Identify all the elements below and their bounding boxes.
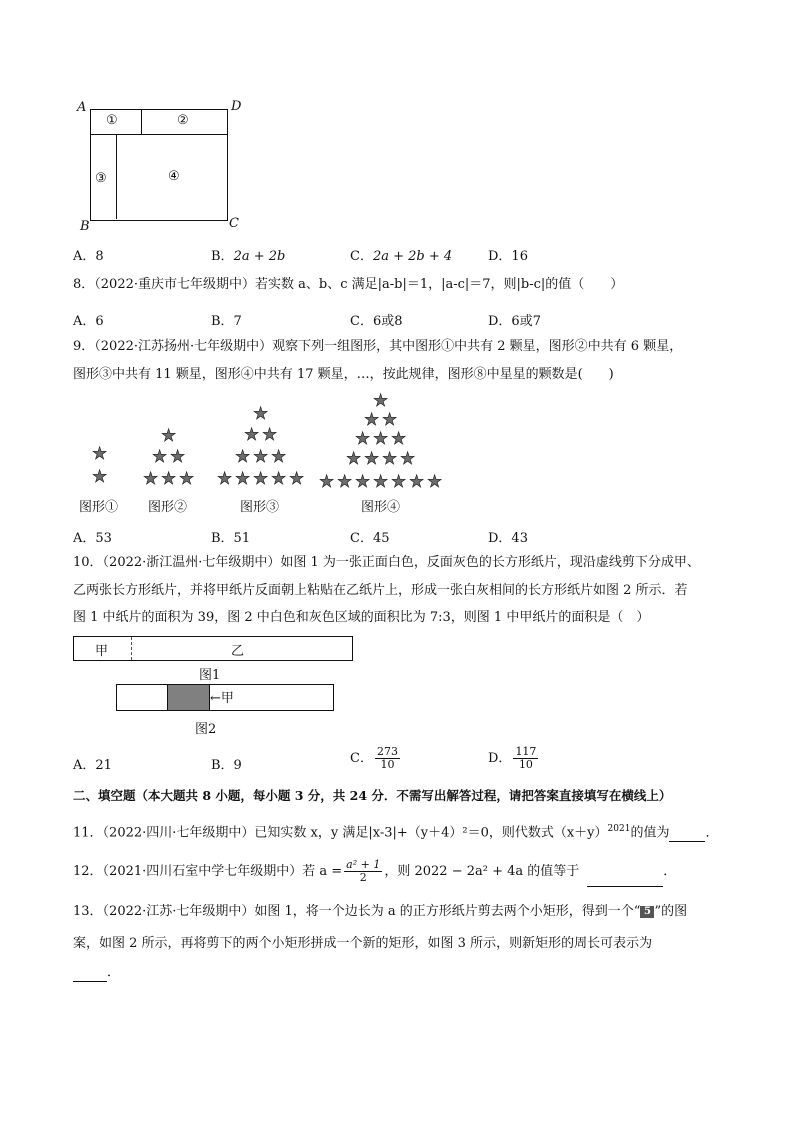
figure-2-caption: 图2	[195, 722, 217, 737]
figure-4-caption: 图形④	[361, 500, 401, 515]
star-icon: ★	[271, 447, 287, 467]
q7-option-c: C．2a + 2b + 4	[350, 249, 453, 264]
q10-option-a: A．21	[73, 758, 112, 773]
star-icon: ★	[170, 447, 186, 467]
star-icon: ★	[337, 472, 353, 492]
star-icon: ★	[179, 469, 195, 489]
gray-region	[167, 685, 210, 710]
corner-label-d: D	[231, 99, 242, 114]
answer-blank[interactable]	[669, 827, 705, 842]
star-icon: ★	[161, 469, 177, 489]
q9-option-a: A．53	[73, 531, 112, 546]
star-icon: ★	[235, 469, 251, 489]
star-icon: ★	[364, 410, 380, 430]
q9-option-c: C．45	[350, 531, 390, 546]
star-icon: ★	[235, 447, 251, 467]
q7-option-b: B．2a + 2b	[211, 249, 286, 264]
q9-option-d: D．43	[488, 531, 528, 546]
q8-option-a: A．6	[73, 314, 104, 329]
top-strip-divider	[90, 134, 227, 135]
figure-1-caption: 图形①	[79, 500, 119, 515]
star-icon: ★	[253, 447, 269, 467]
region-4-label: ④	[168, 169, 180, 184]
answer-blank[interactable]	[587, 872, 663, 887]
q10-line-3: 图 1 中纸片的面积为 39，图 2 中白色和灰色区域的面积比为 7:3，则图 1 中甲纸片的面积是（ ）	[73, 610, 650, 625]
q10-option-c: C． $\frac{273}{10}$	[350, 745, 398, 771]
q8-option-d: D．6或7	[488, 314, 541, 329]
q7-option-a: A．8	[73, 249, 104, 264]
q10-line-1: 10．（2022·浙江温州·七年级期中）如图 1 为一张正面白色，反面灰色的长方形纸片，现沿虚线剪下分成甲、	[73, 555, 700, 570]
cut-dashed-line	[131, 637, 132, 660]
q10-option-b: B．9	[211, 758, 242, 773]
q13-line-1: 13．（2022·江苏·七年级期中）如图 1，将一个边长为 a 的正方形纸片剪去两个小矩形，得到一个“ 5 ”的图	[73, 904, 688, 919]
region-1-2-divider	[141, 109, 142, 134]
star-icon: ★	[253, 469, 269, 489]
paper-strip	[73, 636, 353, 661]
q12-text: 12．（2021·四川石室中学七年级期中）若 a = $\frac{\text{a² + 1}}{2}$ ，则 2022 − 2a² + 4a 的值等于 ．	[73, 857, 676, 887]
star-icon: ★	[400, 449, 416, 469]
star-icon: ★	[319, 472, 335, 492]
figure-1-caption: 图1	[199, 668, 221, 683]
star-icon: ★	[373, 429, 389, 449]
jia-label: 甲	[95, 644, 109, 659]
corner-label-a: A	[77, 100, 87, 115]
star-icon: ★	[152, 447, 168, 467]
q11-text: 11．（2022·四川·七年级期中）已知实数 x，y 满足|x-3|+（y＋4）²＝0，则代数式$(x+y)^{2021}$的值为 ．	[73, 824, 719, 841]
star-icon: ★	[391, 472, 407, 492]
five-shape-icon: 5	[640, 906, 654, 918]
q9-line-1: 9．（2022·江苏扬州·七年级期中）观察下列一组图形，其中图形①中共有 2 颗星，图形②中共有 6 颗星，	[73, 339, 683, 354]
star-icon: ★	[346, 449, 362, 469]
star-icon: ★	[161, 426, 177, 446]
star-icon: ★	[262, 425, 278, 445]
q9-line-2: 图形③中共有 11 颗星，图形④中共有 17 颗星，…，按此规律，图形⑧中星星的颗数是( )	[73, 367, 614, 382]
star-icon: ★	[92, 467, 108, 487]
q8-option-c: C．6或8	[350, 314, 403, 329]
q10-line-2: 乙两张长方形纸片，并将甲纸片反面朝上粘贴在乙纸片上，形成一张白灰相间的长方形纸片如图 2 所示．若	[73, 583, 688, 598]
star-icon: ★	[217, 469, 233, 489]
left-strip-divider	[116, 134, 117, 219]
q10-option-d: D． $\frac{117}{10}$	[488, 745, 537, 771]
star-icon: ★	[382, 449, 398, 469]
star-icon: ★	[364, 449, 380, 469]
figure-2-caption: 图形②	[148, 500, 188, 515]
corner-label-b: B	[80, 219, 90, 234]
figure-3-caption: 图形③	[240, 500, 280, 515]
region-1-label: ①	[106, 113, 118, 128]
q13-line-3: ．	[73, 964, 120, 982]
q8-option-b: B．7	[211, 314, 242, 329]
q7-option-d: D．16	[488, 249, 528, 264]
arrow-jia-label: ←甲	[210, 691, 234, 706]
star-icon: ★	[143, 469, 159, 489]
region-2-label: ②	[177, 113, 189, 128]
section-2-title: 二、填空题（本大题共 8 小题，每小题 3 分，共 24 分．不需写出解答过程，请把答案直接填写在横线上）	[73, 788, 672, 803]
star-icon: ★	[355, 472, 371, 492]
star-icon: ★	[92, 444, 108, 464]
corner-label-c: C	[229, 216, 239, 231]
star-icon: ★	[382, 410, 398, 430]
answer-blank[interactable]	[73, 967, 107, 982]
yi-label: 乙	[231, 644, 245, 659]
star-icon: ★	[253, 404, 269, 424]
star-icon: ★	[373, 391, 389, 411]
star-icon: ★	[289, 469, 305, 489]
star-icon: ★	[355, 429, 371, 449]
q13-line-2: 案，如图 2 所示，再将剪下的两个小矩形拼成一个新的矩形，如图 3 所示，则新矩形的周长可表示为	[73, 936, 653, 951]
star-icon: ★	[271, 469, 287, 489]
region-3-label: ③	[95, 171, 107, 186]
star-icon: ★	[244, 425, 260, 445]
star-icon: ★	[373, 472, 389, 492]
star-icon: ★	[427, 472, 443, 492]
star-icon: ★	[409, 472, 425, 492]
q8-text: 8．（2022·重庆市七年级期中）若实数 a、b、c 满足|a-b|＝1，|a-c|＝7，则|b-c|的值（ ）	[73, 277, 624, 292]
star-icon: ★	[391, 429, 407, 449]
q9-option-b: B．51	[211, 531, 251, 546]
